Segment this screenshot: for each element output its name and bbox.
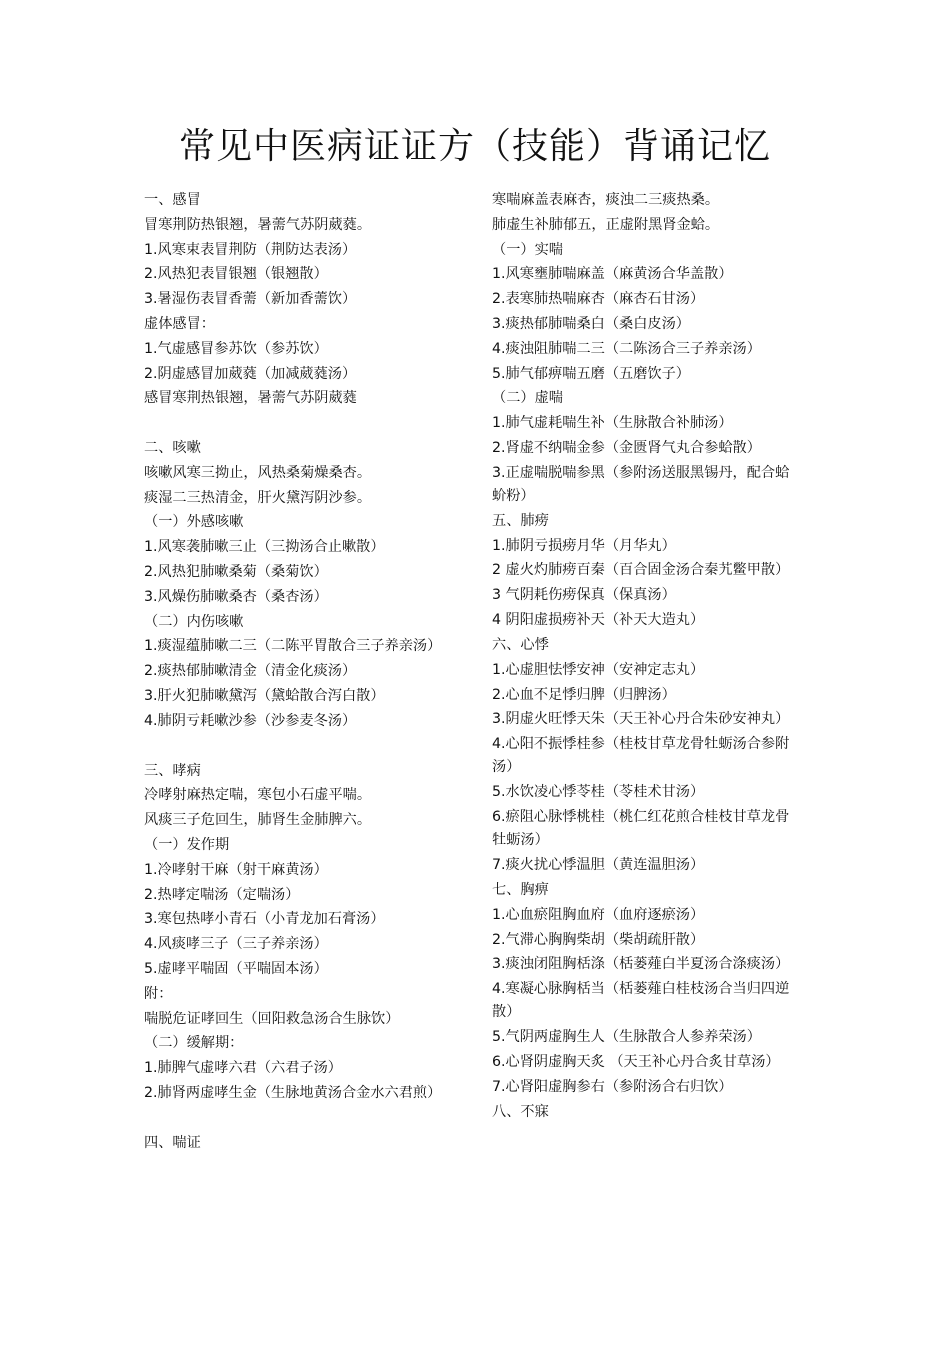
text-line (144, 1106, 440, 1131)
text-line: 5.肺气郁痹喘五磨（五磨饮子） (492, 365, 690, 382)
text-line: 1.风寒束表冒荆防（荆防达表汤） (144, 241, 357, 258)
text-line: 喘脱危证哮回生（回阳救急汤合生脉饮） (144, 1010, 400, 1027)
text-line (144, 734, 440, 759)
page-title: 常见中医病证证方（技能）背诵记忆 (178, 126, 771, 167)
text-line: 3.痰浊闭阻胸栝涤（栝蒌薤白半夏汤合涤痰汤） (492, 956, 790, 973)
text-line: （二）缓解期： (144, 1035, 244, 1052)
text-line: 八、不寐 (492, 1103, 549, 1120)
text-line: 感冒寒荆热银翘，暑薷气苏阴葳蕤 (144, 390, 357, 407)
text-line: 5.气阴两虚胸生人（生脉散合人参养荣汤） (492, 1029, 761, 1046)
text-line: 风痰三子危回生，肺肾生金肺脾六。 (144, 812, 372, 829)
text-line: 2.气滞心胸胸柴胡（柴胡疏肝散） (492, 931, 705, 948)
text-line: （二）虚喘 (492, 390, 563, 407)
text-line: 4.心阳不振悸桂参（桂枝甘草龙骨牡蛎汤合参附汤） (492, 736, 790, 776)
text-line: 1.肺阴亏损痨月华（月华丸） (492, 537, 676, 554)
text-line: 7.心肾阳虚胸参右（参附汤合右归饮） (492, 1078, 733, 1095)
text-line: 一、感冒 (144, 192, 201, 208)
text-line: 1.风寒袭肺嗽三止（三拗汤合止嗽散） (144, 539, 385, 556)
text-line: 3.暑湿伤表冒香薷（新加香薷饮） (144, 291, 357, 308)
text-line: 1.心血瘀阻胸血府（血府逐瘀汤） (492, 906, 705, 923)
text-line: 3.肝火犯肺嗽黛泻（黛蛤散合泻白散） (144, 688, 385, 705)
text-line: 1.冷哮射干麻（射干麻黄汤） (144, 861, 328, 878)
text-line: 5.水饮凌心悸苓桂（苓桂术甘汤） (492, 784, 705, 801)
text-line: 肺虚生补肺郁五，正虚附黑肾金蛤。 (492, 216, 720, 233)
text-line: 3.正虚喘脱喘参黑（参附汤送服黑锡丹，配合蛤蚧粉） (492, 464, 790, 504)
left-column (144, 188, 440, 1155)
text-line: 1.肺气虚耗喘生补（生脉散合补肺汤） (492, 415, 733, 432)
text-line: 冒寒荆防热银翘，暑薷气苏阴葳蕤。 (144, 216, 372, 233)
text-line: 2.痰热郁肺嗽清金（清金化痰汤） (144, 663, 357, 680)
text-line: 3.寒包热哮小青石（小青龙加石膏汤） (144, 911, 385, 928)
text-line: 四、喘证 (144, 1134, 201, 1151)
text-line: 2.肺肾两虚哮生金（生脉地黄汤合金水六君煎） (144, 1084, 442, 1101)
text-line: 1.气虚感冒参苏饮（参苏饮） (144, 340, 328, 357)
right-column (492, 188, 792, 1125)
text-line: （一）发作期 (144, 836, 230, 853)
text-line: （一）实喘 (492, 241, 563, 258)
text-line: 4.痰浊阻肺喘二三（二陈汤合三子养亲汤） (492, 340, 761, 357)
text-line: 2.热哮定喘汤（定喘汤） (144, 886, 300, 903)
text-line: 6.瘀阻心脉悸桃桂（桃仁红花煎合桂枝甘草龙骨牡蛎汤） (492, 809, 790, 849)
text-line: 2.肾虚不纳喘金参（金匮肾气丸合参蛤散） (492, 439, 761, 456)
text-line: 4.肺阴亏耗嗽沙参（沙参麦冬汤） (144, 712, 357, 729)
text-line: 咳嗽风寒三拗止，风热桑菊燥桑杏。 (144, 464, 372, 481)
text-line: 寒喘麻盖表麻杏，痰浊二三痰热桑。 (492, 192, 720, 208)
text-line: 7.痰火扰心悸温胆（黄连温胆汤） (492, 857, 705, 874)
text-line: 3.阴虚火旺悸天朱（天王补心丹合朱砂安神丸） (492, 711, 790, 728)
text-line: 2 虚火灼肺痨百秦（百合固金汤合秦艽鳖甲散） (492, 562, 790, 579)
text-line: 5.虚哮平喘固（平喘固本汤） (144, 960, 328, 977)
text-line: 痰湿二三热清金，肝火黛泻阴沙参。 (144, 489, 372, 506)
text-line: 二、咳嗽 (144, 439, 201, 456)
text-line: 1.痰湿蕴肺嗽二三（二陈平胃散合三子养亲汤） (144, 638, 442, 655)
text-line: 1.心虚胆怯悸安神（安神定志丸） (492, 661, 705, 678)
text-line: 六、心悸 (492, 636, 549, 653)
text-line: 1.风寒壅肺喘麻盖（麻黄汤合华盖散） (492, 266, 733, 283)
text-line: 冷哮射麻热定喘，寒包小石虚平喘。 (144, 787, 372, 804)
text-line: 七、胸痹 (492, 881, 549, 898)
text-line: 虚体感冒： (144, 315, 215, 332)
text-line: 4.风痰哮三子（三子养亲汤） (144, 936, 328, 953)
text-line: 4 阴阳虚损痨补天（补天大造丸） (492, 612, 705, 629)
text-line: 3.痰热郁肺喘桑白（桑白皮汤） (492, 315, 690, 332)
text-line: 6.心肾阴虚胸天炙 （天王补心丹合炙甘草汤） (492, 1054, 780, 1071)
text-line: 附： (144, 985, 173, 1002)
text-line: 2.阴虚感冒加葳蕤（加减葳蕤汤） (144, 365, 357, 382)
text-line: 三、哮病 (144, 762, 201, 779)
text-line: 3 气阴耗伤痨保真（保真汤） (492, 587, 676, 604)
text-line: 五、肺痨 (492, 512, 549, 529)
text-line: 4.寒凝心脉胸栝当（栝蒌薤白桂枝汤合当归四逆散） (492, 981, 790, 1021)
text-line (144, 411, 440, 436)
text-line: （二）内伤咳嗽 (144, 613, 244, 630)
text-line: （一）外感咳嗽 (144, 514, 244, 531)
text-line: 2.心血不足悸归脾（归脾汤） (492, 686, 676, 703)
text-line: 1.肺脾气虚哮六君（六君子汤） (144, 1060, 342, 1077)
text-line: 2.表寒肺热喘麻杏（麻杏石甘汤） (492, 291, 705, 308)
text-line: 2.风热犯表冒银翘（银翘散） (144, 266, 328, 283)
text-line: 2.风热犯肺嗽桑菊（桑菊饮） (144, 563, 328, 580)
text-line: 3.风燥伤肺嗽桑杏（桑杏汤） (144, 588, 328, 605)
